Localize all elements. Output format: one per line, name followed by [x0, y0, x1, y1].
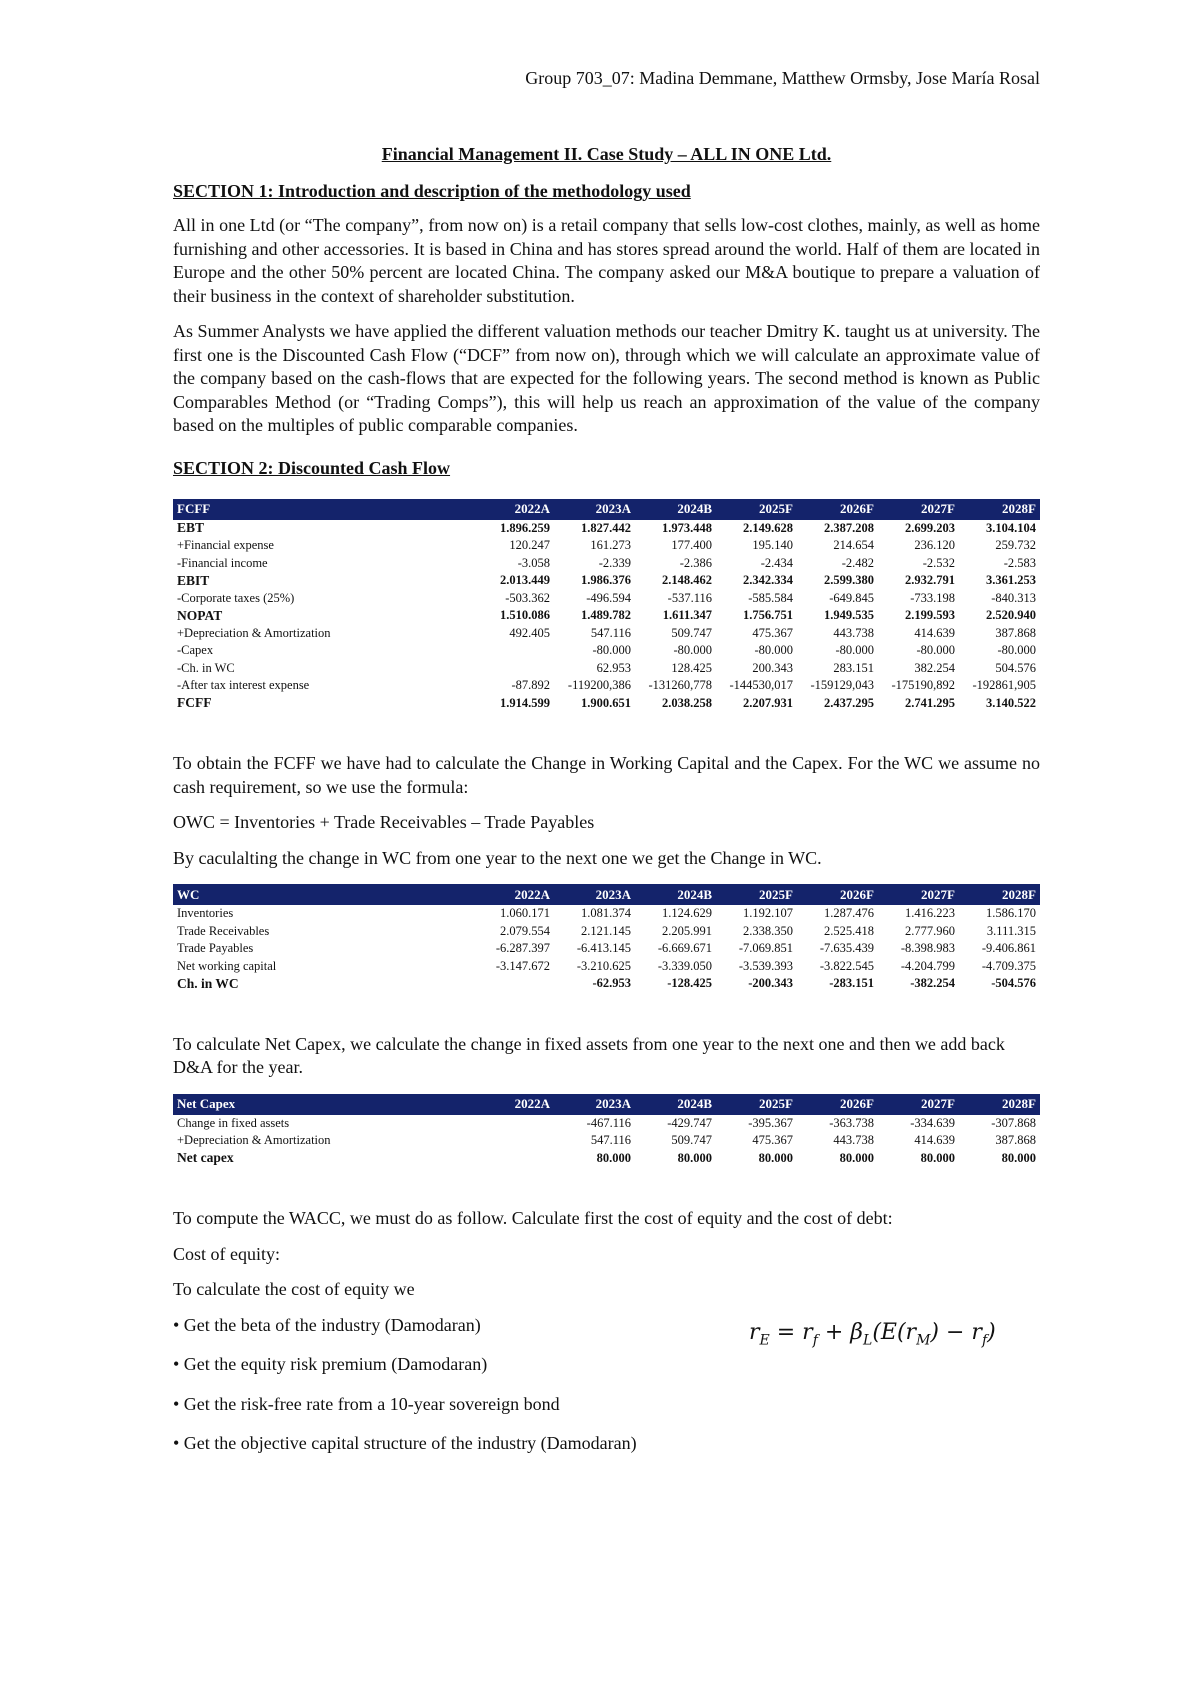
- table-cell: -395.367: [748, 1115, 793, 1130]
- column-header: 2028F: [959, 1094, 1040, 1115]
- table-cell: -429.747: [667, 1115, 712, 1130]
- table-cell: 283.151: [833, 660, 874, 675]
- table-cell: -840.313: [991, 590, 1036, 605]
- table-cell: -4.709.375: [981, 958, 1036, 973]
- table-cell: 443.738: [833, 625, 874, 640]
- table-cell: 1.949.535: [824, 608, 874, 623]
- row-label: Change in fixed assets: [177, 1115, 290, 1130]
- list-item: • Get the objective capital structure of the industry (Damodaran): [173, 1433, 637, 1453]
- table-cell: [473, 642, 554, 660]
- document-body: [173, 144, 1040, 1472]
- table-cell: 2.013.449: [500, 573, 550, 588]
- table-row: [173, 572, 1040, 590]
- table-cell: 1.124.629: [662, 906, 712, 921]
- table-cell: -4.204.799: [900, 958, 955, 973]
- list-item: • Get the risk-free rate from a 10-year sovereign bond: [173, 1393, 560, 1414]
- table-cell: 177.400: [671, 538, 712, 553]
- column-header: 2026F: [797, 1094, 878, 1115]
- row-label: -Ch. in WC: [177, 660, 235, 675]
- table-cell: 414.639: [914, 1133, 955, 1148]
- table-cell: -62.953: [592, 976, 631, 991]
- methodology-paragraph: As Summer Analysts we have applied the different valuation methods our teacher Dmitry K. taught us at university. The first one is the Discounted Cash Flow (“DCF” from now on), through which we will calculate an approximate value of the company based on the cash-flows that are expected for the following years. The second method is known as Public Comparables Method (or “Trading Comps”), this will help us reach an approximation of the value of the company based on the multiples of public comparable companies.: [173, 321, 1040, 435]
- table-title-cell: WC: [173, 884, 473, 905]
- table-cell: -3.339.050: [657, 958, 712, 973]
- table-row: [173, 590, 1040, 608]
- column-header: 2025F: [716, 1094, 797, 1115]
- table-cell: -2.339: [598, 555, 631, 570]
- table-cell: 128.425: [671, 660, 712, 675]
- table-cell: -9.406.861: [981, 941, 1036, 956]
- column-header: 2024B: [635, 1094, 716, 1115]
- table-cell: -585.584: [748, 590, 793, 605]
- column-header: 2026F: [797, 499, 878, 520]
- column-header: 2025F: [716, 499, 797, 520]
- table-cell: 492.405: [509, 625, 550, 640]
- table-cell: 547.116: [590, 625, 631, 640]
- table-row: [173, 625, 1040, 643]
- table-cell: [473, 1132, 554, 1150]
- table-header-row: [173, 499, 1040, 520]
- table-cell: [473, 1150, 554, 1168]
- table-cell: -733.198: [910, 590, 955, 605]
- table-cell: 2.932.791: [905, 573, 955, 588]
- column-header: 2027F: [878, 884, 959, 905]
- table-cell: 2.599.380: [824, 573, 874, 588]
- column-header: 2022A: [473, 1094, 554, 1115]
- table-cell: 1.900.651: [581, 695, 631, 710]
- list-item: • Get the equity risk premium (Damodaran): [173, 1354, 488, 1374]
- row-label: +Depreciation & Amortization: [177, 625, 331, 640]
- table-cell: 2.338.350: [743, 923, 793, 938]
- table-cell: 80.000: [596, 1150, 631, 1165]
- table-row: [173, 958, 1040, 976]
- table-cell: 3.111.315: [986, 923, 1036, 938]
- table-cell: 259.732: [995, 538, 1036, 553]
- column-header: 2025F: [716, 884, 797, 905]
- table-cell: 1.489.782: [581, 608, 631, 623]
- row-label: Trade Payables: [177, 941, 254, 956]
- row-label: -Financial income: [177, 555, 268, 570]
- table-cell: 1.192.107: [743, 906, 793, 921]
- row-label: -Capex: [177, 643, 214, 658]
- table-cell: -537.116: [667, 590, 712, 605]
- table-cell: -87.892: [511, 678, 550, 693]
- table-cell: -2.583: [1003, 555, 1036, 570]
- table-cell: 1.827.442: [581, 520, 631, 535]
- change-wc-text: By caculalting the change in WC from one year to the next one we get the Change in WC.: [173, 847, 822, 868]
- table-cell: 509.747: [671, 625, 712, 640]
- table-cell: -200.343: [748, 976, 793, 991]
- table-cell: 2.079.554: [500, 923, 550, 938]
- column-header: 2023A: [554, 1094, 635, 1115]
- table-cell: 80.000: [758, 1150, 793, 1165]
- wc-table: [173, 884, 1040, 993]
- column-header: 2023A: [554, 884, 635, 905]
- row-label: Inventories: [177, 906, 234, 921]
- table-cell: 382.254: [914, 660, 955, 675]
- row-label: EBT: [177, 520, 205, 536]
- table-cell: 1.060.171: [500, 906, 550, 921]
- column-header: 2024B: [635, 499, 716, 520]
- capm-formula: $r_E = r_f + \beta_L(E(r_M) - r_f)$: [749, 1319, 996, 1348]
- table-cell: -80.000: [592, 643, 631, 658]
- table-row: [173, 642, 1040, 660]
- column-header: 2027F: [878, 499, 959, 520]
- table-cell: 1.896.259: [500, 520, 550, 535]
- table-cell: -2.532: [922, 555, 955, 570]
- table-cell: -363.738: [829, 1115, 874, 1130]
- row-label: NOPAT: [177, 607, 223, 623]
- table-cell: -382.254: [910, 976, 955, 991]
- table-cell: 504.576: [995, 660, 1036, 675]
- table-cell: 2.525.418: [824, 923, 874, 938]
- table-cell: 120.247: [509, 538, 550, 553]
- cost-of-equity-label: Cost of equity:: [173, 1243, 280, 1264]
- row-label: Ch. in WC: [177, 975, 239, 991]
- table-cell: -80.000: [835, 643, 874, 658]
- table-cell: 2.520.940: [986, 608, 1036, 623]
- table-cell: -8.398.983: [900, 941, 955, 956]
- table-cell: -80.000: [754, 643, 793, 658]
- table-cell: 475.367: [752, 625, 793, 640]
- table-cell: 80.000: [677, 1150, 712, 1165]
- table-cell: -131260,778: [648, 678, 712, 693]
- table-title-cell: FCFF: [173, 499, 473, 520]
- table-cell: 1.081.374: [581, 906, 631, 921]
- table-cell: -128.425: [667, 976, 712, 991]
- table-row: [173, 695, 1040, 713]
- table-cell: -80.000: [916, 643, 955, 658]
- table-cell: 3.140.522: [986, 695, 1036, 710]
- table-cell: 2.199.593: [905, 608, 955, 623]
- table-row: [173, 1150, 1040, 1168]
- row-label: Trade Receivables: [177, 923, 270, 938]
- column-header: 2022A: [473, 884, 554, 905]
- cost-of-equity-intro: To calculate the cost of equity we: [173, 1279, 415, 1299]
- table-cell: -80.000: [673, 643, 712, 658]
- table-cell: -2.434: [760, 555, 793, 570]
- table-cell: -175190,892: [891, 678, 955, 693]
- section-1-heading: SECTION 1: Introduction and description of the methodology used: [173, 181, 691, 201]
- table-cell: 200.343: [752, 660, 793, 675]
- table-cell: -334.639: [910, 1115, 955, 1130]
- column-header: 2028F: [959, 499, 1040, 520]
- table-cell: 3.361.253: [986, 573, 1036, 588]
- net-capex-table: [173, 1094, 1040, 1168]
- table-header-row: [173, 884, 1040, 905]
- table-cell: -7.635.439: [819, 941, 874, 956]
- row-label: -After tax interest expense: [177, 678, 310, 693]
- table-cell: -503.362: [505, 590, 550, 605]
- table-row: [173, 537, 1040, 555]
- column-header: 2023A: [554, 499, 635, 520]
- table-cell: 2.148.462: [662, 573, 712, 588]
- column-header: 2026F: [797, 884, 878, 905]
- table-cell: [473, 975, 554, 993]
- table-cell: -467.116: [586, 1115, 631, 1130]
- row-label: +Depreciation & Amortization: [177, 1133, 331, 1148]
- table-cell: 1.973.448: [662, 520, 712, 535]
- row-label: +Financial expense: [177, 538, 274, 553]
- table-row: [173, 660, 1040, 678]
- table-cell: 80.000: [1001, 1150, 1036, 1165]
- table-cell: 1.287.476: [824, 906, 874, 921]
- table-cell: 414.639: [914, 625, 955, 640]
- row-label: FCFF: [177, 695, 212, 711]
- table-row: [173, 607, 1040, 625]
- column-header: 2022A: [473, 499, 554, 520]
- table-cell: -649.845: [829, 590, 874, 605]
- column-header: 2024B: [635, 884, 716, 905]
- table-cell: 1.510.086: [500, 608, 550, 623]
- table-row: [173, 940, 1040, 958]
- table-cell: -3.210.625: [576, 958, 631, 973]
- table-cell: -496.594: [586, 590, 631, 605]
- table-cell: 195.140: [752, 538, 793, 553]
- row-label: -Corporate taxes (25%): [177, 590, 295, 605]
- table-cell: -6.413.145: [576, 941, 631, 956]
- table-row: [173, 905, 1040, 923]
- table-row: [173, 1132, 1040, 1150]
- table-cell: 547.116: [590, 1133, 631, 1148]
- table-cell: -3.539.393: [738, 958, 793, 973]
- table-cell: -2.482: [841, 555, 874, 570]
- table-cell: -119200,386: [567, 678, 631, 693]
- document-title: Financial Management II. Case Study – ALL IN ONE Ltd.: [381, 144, 832, 164]
- table-row: [173, 520, 1040, 538]
- table-cell: 80.000: [839, 1150, 874, 1165]
- table-cell: -3.058: [517, 555, 550, 570]
- table-cell: 1.914.599: [500, 695, 550, 710]
- table-cell: -192861,905: [972, 678, 1036, 693]
- table-cell: 2.699.203: [905, 520, 955, 535]
- table-cell: [473, 660, 554, 678]
- table-cell: 161.273: [590, 538, 631, 553]
- table-cell: 2.149.628: [743, 520, 793, 535]
- cost-of-equity-steps: [173, 1314, 1040, 1456]
- table-row: [173, 677, 1040, 695]
- table-cell: 2.205.991: [662, 923, 712, 938]
- table-row: [173, 555, 1040, 573]
- table-cell: 509.747: [671, 1133, 712, 1148]
- table-cell: 2.437.295: [824, 695, 874, 710]
- table-cell: 3.104.104: [986, 520, 1036, 535]
- table-cell: 443.738: [833, 1133, 874, 1148]
- table-cell: -80.000: [997, 643, 1036, 658]
- table-cell: -2.386: [679, 555, 712, 570]
- table-cell: 2.207.931: [743, 695, 793, 710]
- table-cell: 2.342.334: [743, 573, 793, 588]
- table-title-cell: Net Capex: [173, 1094, 473, 1115]
- table-cell: 2.121.145: [581, 923, 631, 938]
- table-row: [173, 1115, 1040, 1133]
- table-cell: 80.000: [920, 1150, 955, 1165]
- column-header: 2028F: [959, 884, 1040, 905]
- table-cell: 1.611.347: [662, 608, 712, 623]
- table-cell: -159129,043: [810, 678, 874, 693]
- table-cell: -307.868: [991, 1115, 1036, 1130]
- table-cell: 214.654: [833, 538, 874, 553]
- section-2-heading: SECTION 2: Discounted Cash Flow: [173, 457, 451, 478]
- capex-explanation: To calculate Net Capex, we calculate the change in fixed assets from one year to the next one and then we add back D&A for the year.: [173, 1033, 1005, 1077]
- table-cell: -6.287.397: [495, 941, 550, 956]
- table-cell: 475.367: [752, 1133, 793, 1148]
- fcff-explanation: To obtain the FCFF we have had to calculate the Change in Working Capital and the Capex. For the WC we assume no cash requirement, so we use the formula:: [173, 753, 1040, 797]
- table-cell: 387.868: [995, 625, 1036, 640]
- row-label: EBIT: [177, 572, 210, 588]
- page-header: Group 703_07: Madina Demmane, Matthew Ormsby, Jose María Rosal: [525, 68, 1040, 88]
- table-row: [173, 975, 1040, 993]
- table-cell: -504.576: [991, 976, 1036, 991]
- table-cell: 1.586.170: [986, 906, 1036, 921]
- table-row: [173, 923, 1040, 941]
- table-cell: -144530,017: [729, 678, 793, 693]
- table-cell: 2.777.960: [905, 923, 955, 938]
- table-cell: 387.868: [995, 1133, 1036, 1148]
- table-cell: -3.147.672: [495, 958, 550, 973]
- table-cell: 1.986.376: [581, 573, 631, 588]
- row-label: Net capex: [177, 1150, 234, 1166]
- table-cell: [473, 1115, 554, 1133]
- table-cell: 1.756.751: [743, 608, 793, 623]
- table-cell: -3.822.545: [819, 958, 874, 973]
- table-cell: -7.069.851: [738, 941, 793, 956]
- table-cell: 236.120: [914, 538, 955, 553]
- table-cell: 2.741.295: [905, 695, 955, 710]
- wacc-intro: To compute the WACC, we must do as follow. Calculate first the cost of equity and the cost of debt:: [173, 1208, 893, 1228]
- intro-paragraph: All in one Ltd (or “The company”, from now on) is a retail company that sells low-cost clothes, mainly, as well as home furnishing and other accessories. It is based in China and has stores spread around the world. Half of them are located in Europe and the other 50% percent are located China. The company asked our M&A boutique to prepare a valuation of their business in the context of shareholder substitution.: [173, 215, 1040, 306]
- table-cell: -283.151: [829, 976, 874, 991]
- table-cell: 62.953: [596, 660, 631, 675]
- fcff-table: [173, 499, 1040, 713]
- table-cell: 2.387.208: [824, 520, 874, 535]
- table-cell: -6.669.671: [657, 941, 712, 956]
- list-item: • Get the beta of the industry (Damodaran): [173, 1314, 481, 1335]
- row-label: Net working capital: [177, 958, 277, 973]
- column-header: 2027F: [878, 1094, 959, 1115]
- table-cell: 1.416.223: [905, 906, 955, 921]
- table-cell: 2.038.258: [662, 695, 712, 710]
- table-header-row: [173, 1094, 1040, 1115]
- owc-formula-text: OWC = Inventories + Trade Receivables – Trade Payables: [173, 812, 595, 832]
